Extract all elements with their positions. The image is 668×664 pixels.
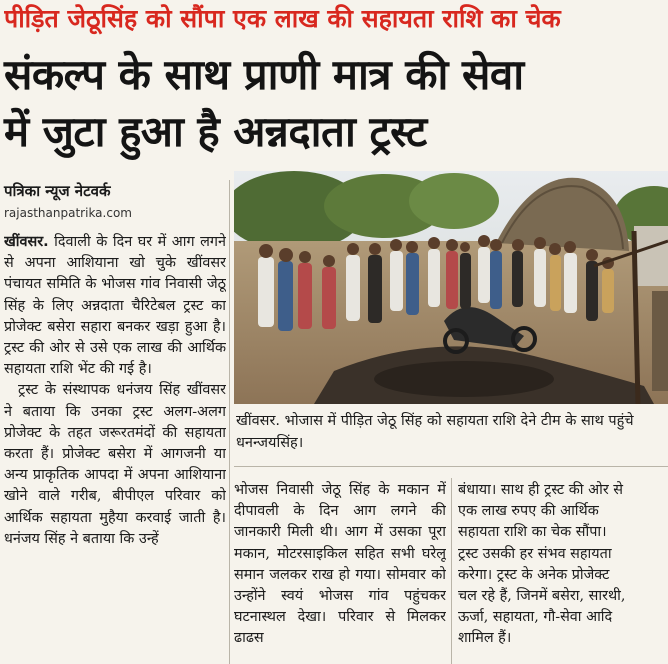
article-paragraph-2: ट्रस्ट के संस्थापक धनंजय सिंह खींवसर ने बताया कि उनका ट्रस्ट अलग-अलग प्रोजेक्ट के तहत जरूरतमंदों की सहायता करता हैं। प्रोजेक्ट बसेरा में आगजनी या अन्य प्राकृतिक आपदा में अपना आशियाना खोने वाले गरीब, बीपीएल परिवार को आर्थिक सहायता मुहैया करवाई जाती है। धनंजय सिंह ने बताया कि उन्हें xyxy=(4,382,226,547)
paragraph-1-text: दिवाली के दिन घर में आग लगने से अपना आशियाना खो चुके खींवसर पंचायत समिति के भोजस गांव निवासी जेठू सिंह के लिए अन्नदाता चैरिटेबल ट्रस्ट का प्रोजेक्ट बसेरा सहारा बनकर खड़ा हुआ है। ट्रस्ट की ओर से उसे एक लाख की आर्थिक सहायता राशि भेंट की गई है। xyxy=(4,234,226,378)
column-3-line: ऊर्जा, सहायता, गौ-सेवा आदि xyxy=(458,609,613,626)
headline xyxy=(4,46,664,160)
source-site: rajasthanpatrika.com xyxy=(4,206,132,220)
column-3-line: करेगा। ट्रस्ट के अनेक प्रोजेक्ट xyxy=(458,566,610,583)
column-3-line: ट्रस्ट उसकी हर संभव सहायता xyxy=(458,545,612,562)
dateline: खींवसर. xyxy=(4,234,49,250)
column-3-line: चल रहे हैं, जिनमें बसेरा, सारथी, xyxy=(458,588,626,605)
column-divider-2 xyxy=(451,478,452,664)
news-photo xyxy=(234,171,668,404)
column-3-line: सहायता राशि का चेक सौंपा। xyxy=(458,524,607,541)
column-3-line: एक लाख रुपए की आर्थिक xyxy=(458,503,599,520)
column-3-line: शामिल हैं। xyxy=(458,630,512,647)
column-3-line: बंधाया। साथ ही ट्रस्ट की ओर से xyxy=(458,482,624,498)
byline: पत्रिका न्यूज नेटवर्क xyxy=(4,182,111,200)
article-column-3 xyxy=(458,480,668,664)
headline-line-2: में जुटा हुआ है अन्नदाता ट्रस्ट xyxy=(4,107,427,156)
headline-line-1: संकल्प के साथ प्राणी मात्र की सेवा xyxy=(4,50,524,99)
caption-divider xyxy=(234,466,668,467)
column-2-text: भोजस निवासी जेठू सिंह के मकान में दीपावली के दिन आग लगने की जानकारी मिली थी। आग में उसका पूरा मकान, मोटरसाइकिल सहित सभी घरेलू समान जलकर राख हो गया। सोमवार को उन्होंने स्वयं भोजस गांव पहुंचकर घटनास्थल देखा। परिवार से मिलकर ढाढस xyxy=(234,482,446,647)
photo-caption: खींवसर. भोजास में पीड़ित जेठू सिंह को सहायता राशि देने टीम के साथ पहुंचे धनन्जयसिंह। xyxy=(236,413,634,451)
article-column-2 xyxy=(234,480,446,664)
column-divider xyxy=(229,180,230,664)
article-column-1 xyxy=(4,232,226,664)
article-paragraph-1 xyxy=(4,232,226,380)
kicker-subheadline: पीड़ित जेठूसिंह को सौंपा एक लाख की सहायता राशि का चेक xyxy=(4,4,561,33)
